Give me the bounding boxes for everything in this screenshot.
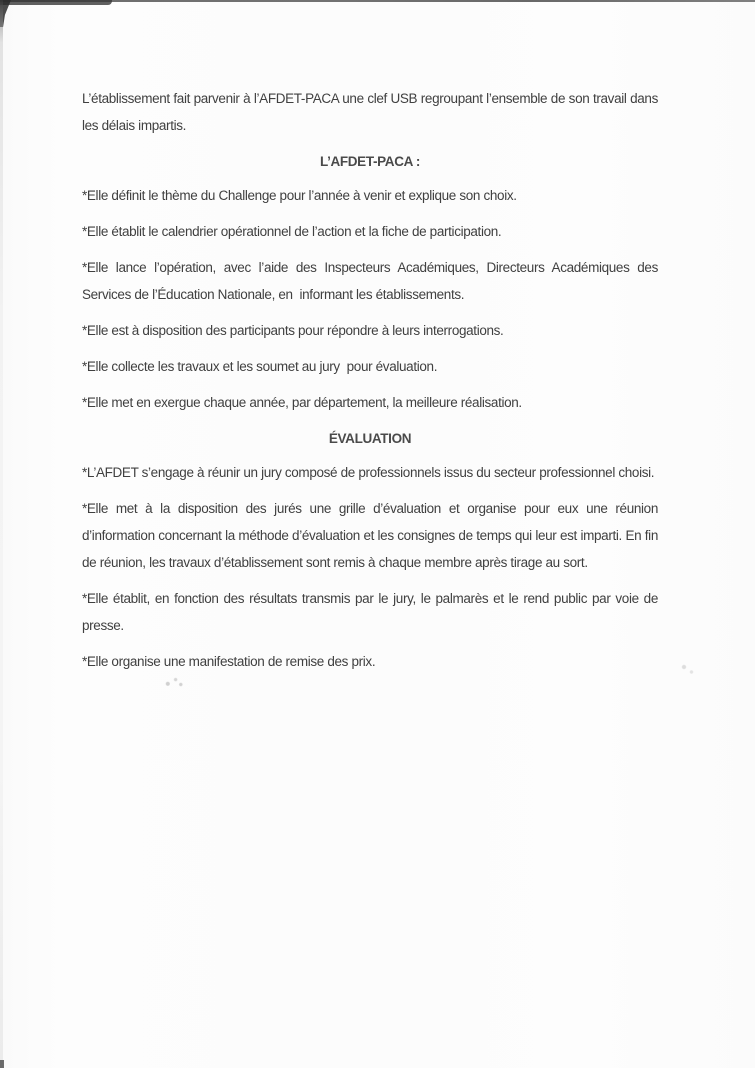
list-item: *Elle collecte les travaux et les soumet au jury pour évaluation.: [82, 359, 438, 374]
list-item: *Elle définit le thème du Challenge pour l’année à venir et explique son choix.: [82, 188, 517, 203]
list-item: *Elle est à disposition des participants pour répondre à leurs interrogations.: [82, 323, 504, 338]
list-item: *Elle lance l’opération, avec l’aide des Inspecteurs Académiques, Directeurs Académiques des Services de l’Éducation Nationale, en informant les établissements.: [82, 260, 658, 302]
paragraph-intro: L’établissement fait parvenir à l’AFDET-PACA une clef USB regroupant l’ensemble de son travail dans les délais impartis.: [82, 91, 658, 133]
section-heading-afdet-paca: L’AFDET-PACA :: [319, 154, 421, 169]
scan-artifact-top-edge: [0, 0, 755, 2]
document-body: [82, 85, 658, 684]
list-item: *Elle établit, en fonction des résultats transmis par le jury, le palmarès et le rend public par voie de presse.: [82, 591, 658, 633]
scan-artifact-left-edge: [0, 0, 3, 1068]
scan-artifact-smudge: [672, 658, 702, 678]
scan-artifact-top-left-edge: [0, 0, 112, 5]
list-item: *L’AFDET s’engage à réunir un jury composé de professionnels issus du secteur professionnel choisi.: [82, 465, 655, 480]
list-item: *Elle organise une manifestation de remise des prix.: [82, 654, 376, 669]
list-item: *Elle met en exergue chaque année, par département, la meilleure réalisation.: [82, 395, 522, 410]
section-heading-evaluation: ÉVALUATION: [328, 431, 412, 446]
scan-artifact-bottom-left-corner: [0, 1060, 4, 1068]
list-item: *Elle met à la disposition des jurés une grille d’évaluation et organise pour eux une réunion d’information concernant la méthode d’évaluation et les consignes de temps qui leur est imparti. En fin de réunion, les travaux d’établissement sont remis à chaque membre après tirage au sort.: [82, 501, 658, 570]
list-item: *Elle établit le calendrier opérationnel de l’action et la fiche de participation.: [82, 224, 502, 239]
